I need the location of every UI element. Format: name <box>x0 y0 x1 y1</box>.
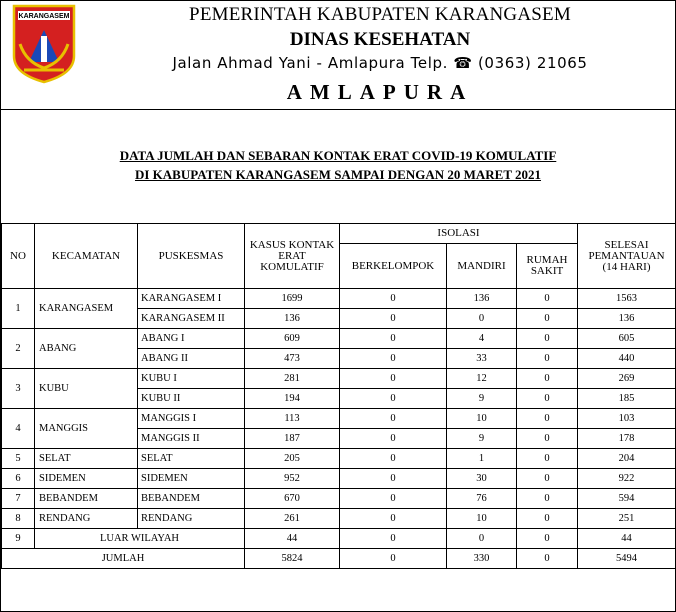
mandiri-cell: 136 <box>447 289 517 309</box>
table-row-luar-wilayah <box>2 529 676 549</box>
rumah-sakit-cell: 0 <box>517 449 578 469</box>
rumah-sakit-cell: 0 <box>517 369 578 389</box>
rumah-sakit-cell: 0 <box>517 489 578 509</box>
kasus-cell: 473 <box>245 349 340 369</box>
header-agency: DINAS KESEHATAN <box>289 29 471 50</box>
row-no-cell: 3 <box>2 369 35 409</box>
selesai-cell: 605 <box>578 329 676 349</box>
kecamatan-cell: SIDEMEN <box>35 469 138 489</box>
karangasem-logo <box>12 4 76 84</box>
header-city: AMLAPURA <box>286 80 474 104</box>
rumah-sakit-cell: 0 <box>517 509 578 529</box>
mandiri-cell: 9 <box>447 389 517 409</box>
puskesmas-cell: MANGGIS I <box>138 409 245 429</box>
table-row <box>2 329 676 349</box>
berkelompok-cell: 0 <box>340 449 447 469</box>
table-row <box>2 409 676 429</box>
header-government: PEMERINTAH KABUPATEN KARANGASEM <box>189 4 571 25</box>
kasus-cell: 194 <box>245 389 340 409</box>
kasus-cell: 261 <box>245 509 340 529</box>
puskesmas-cell: KUBU II <box>138 389 245 409</box>
berkelompok-cell: 0 <box>340 309 447 329</box>
rumah-sakit-cell: 0 <box>517 469 578 489</box>
selesai-cell: 204 <box>578 449 676 469</box>
logo-text: KARANGASEM <box>18 13 70 20</box>
selesai-cell: 594 <box>578 489 676 509</box>
puskesmas-cell: KARANGASEM I <box>138 289 245 309</box>
kecamatan-cell: KARANGASEM <box>35 289 138 329</box>
rumah-sakit-cell: 0 <box>517 329 578 349</box>
rumah-sakit-cell: 0 <box>517 289 578 309</box>
kecamatan-cell: ABANG <box>35 329 138 369</box>
berkelompok-cell: 0 <box>340 509 447 529</box>
table-row <box>2 469 676 489</box>
berkelompok-cell: 0 <box>340 469 447 489</box>
col-puskesmas-header: PUSKESMAS <box>138 224 245 289</box>
puskesmas-cell: KARANGASEM II <box>138 309 245 329</box>
kecamatan-cell: RENDANG <box>35 509 138 529</box>
col-isolasi-header: ISOLASI <box>340 224 578 244</box>
total-rumah-sakit-cell: 0 <box>517 549 578 569</box>
total-berkelompok-cell: 0 <box>340 549 447 569</box>
total-label: JUMLAH <box>2 549 245 569</box>
kasus-cell: 44 <box>245 529 340 549</box>
kasus-cell: 136 <box>245 309 340 329</box>
mandiri-cell: 1 <box>447 449 517 469</box>
mandiri-cell: 0 <box>447 309 517 329</box>
mandiri-cell: 76 <box>447 489 517 509</box>
kasus-cell: 670 <box>245 489 340 509</box>
selesai-cell: 269 <box>578 369 676 389</box>
berkelompok-cell: 0 <box>340 349 447 369</box>
table-row <box>2 489 676 509</box>
rumah-sakit-cell: 0 <box>517 409 578 429</box>
row-no-cell: 5 <box>2 449 35 469</box>
kasus-cell: 609 <box>245 329 340 349</box>
selesai-cell: 185 <box>578 389 676 409</box>
puskesmas-cell: ABANG II <box>138 349 245 369</box>
berkelompok-cell: 0 <box>340 429 447 449</box>
puskesmas-cell: MANGGIS II <box>138 429 245 449</box>
selesai-cell: 440 <box>578 349 676 369</box>
mandiri-cell: 4 <box>447 329 517 349</box>
table-row <box>2 289 676 309</box>
puskesmas-cell: SELAT <box>138 449 245 469</box>
puskesmas-cell: KUBU I <box>138 369 245 389</box>
total-mandiri-cell: 330 <box>447 549 517 569</box>
kecamatan-cell: BEBANDEM <box>35 489 138 509</box>
table-row-total <box>2 549 676 569</box>
row-no-cell: 1 <box>2 289 35 329</box>
row-no-cell: 8 <box>2 509 35 529</box>
selesai-cell: 922 <box>578 469 676 489</box>
kecamatan-cell: MANGGIS <box>35 409 138 449</box>
col-selesai-header: SELESAI PEMANTAUAN (14 HARI) <box>578 224 676 289</box>
mandiri-cell: 9 <box>447 429 517 449</box>
col-kecamatan-header: KECAMATAN <box>35 224 138 289</box>
row-no-cell: 2 <box>2 329 35 369</box>
berkelompok-cell: 0 <box>340 329 447 349</box>
berkelompok-cell: 0 <box>340 369 447 389</box>
berkelompok-cell: 0 <box>340 289 447 309</box>
rumah-sakit-cell: 0 <box>517 429 578 449</box>
rumah-sakit-cell: 0 <box>517 389 578 409</box>
berkelompok-cell: 0 <box>340 409 447 429</box>
rumah-sakit-cell: 0 <box>517 309 578 329</box>
mandiri-cell: 30 <box>447 469 517 489</box>
col-rumah-sakit-header: RUMAH SAKIT <box>517 244 578 289</box>
col-berkelompok-header: BERKELOMPOK <box>340 244 447 289</box>
puskesmas-cell: BEBANDEM <box>138 489 245 509</box>
mandiri-cell: 0 <box>447 529 517 549</box>
puskesmas-cell: SIDEMEN <box>138 469 245 489</box>
selesai-cell: 1563 <box>578 289 676 309</box>
kasus-cell: 1699 <box>245 289 340 309</box>
mandiri-cell: 12 <box>447 369 517 389</box>
mandiri-cell: 10 <box>447 509 517 529</box>
berkelompok-cell: 0 <box>340 389 447 409</box>
kecamatan-cell: SELAT <box>35 449 138 469</box>
kasus-cell: 113 <box>245 409 340 429</box>
selesai-cell: 251 <box>578 509 676 529</box>
mandiri-cell: 33 <box>447 349 517 369</box>
col-kasus-header: KASUS KONTAK ERAT KOMULATIF <box>245 224 340 289</box>
berkelompok-cell: 0 <box>340 489 447 509</box>
kasus-cell: 952 <box>245 469 340 489</box>
rumah-sakit-cell: 0 <box>517 529 578 549</box>
contact-data-table <box>1 223 676 569</box>
mandiri-cell: 10 <box>447 409 517 429</box>
row-no-cell: 7 <box>2 489 35 509</box>
kasus-cell: 187 <box>245 429 340 449</box>
selesai-cell: 44 <box>578 529 676 549</box>
col-mandiri-header: MANDIRI <box>447 244 517 289</box>
col-no-header: NO <box>2 224 35 289</box>
report-title-line2: DI KABUPATEN KARANGASEM SAMPAI DENGAN 20 MARET 2021 <box>134 167 542 182</box>
kecamatan-cell: KUBU <box>35 369 138 409</box>
row-no-cell: 9 <box>2 529 35 549</box>
total-kasus-cell: 5824 <box>245 549 340 569</box>
table-row <box>2 449 676 469</box>
row-no-cell: 4 <box>2 409 35 449</box>
berkelompok-cell: 0 <box>340 529 447 549</box>
total-selesai-cell: 5494 <box>578 549 676 569</box>
table-row <box>2 509 676 529</box>
row-no-cell: 6 <box>2 469 35 489</box>
selesai-cell: 136 <box>578 309 676 329</box>
selesai-cell: 178 <box>578 429 676 449</box>
kasus-cell: 281 <box>245 369 340 389</box>
header-divider <box>0 109 676 110</box>
header-address: Jalan Ahmad Yani - Amlapura Telp. ☎ (0363) 21065 <box>172 54 588 72</box>
puskesmas-cell: ABANG I <box>138 329 245 349</box>
table-row <box>2 369 676 389</box>
rumah-sakit-cell: 0 <box>517 349 578 369</box>
luar-wilayah-label: LUAR WILAYAH <box>35 529 245 549</box>
selesai-cell: 103 <box>578 409 676 429</box>
kasus-cell: 205 <box>245 449 340 469</box>
puskesmas-cell: RENDANG <box>138 509 245 529</box>
report-title-line1: DATA JUMLAH DAN SEBARAN KONTAK ERAT COVID-19 KOMULATIF <box>119 148 557 163</box>
